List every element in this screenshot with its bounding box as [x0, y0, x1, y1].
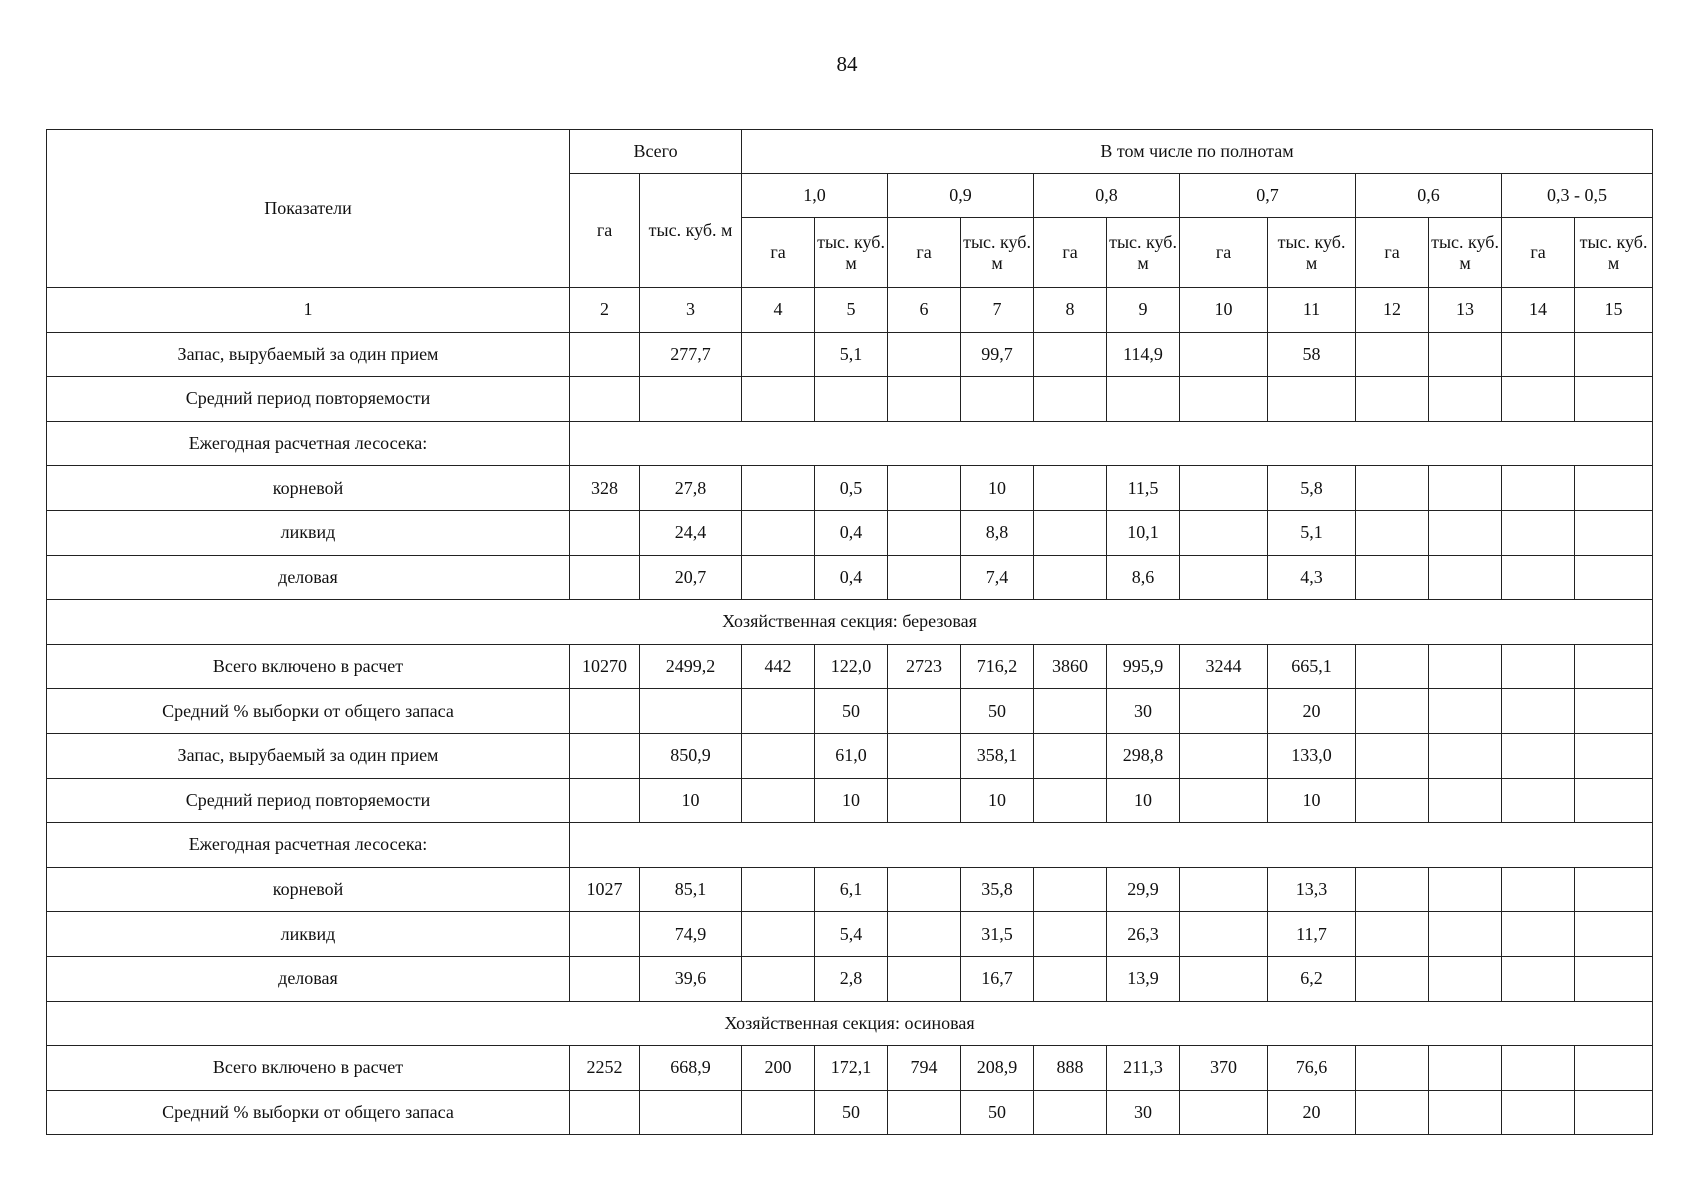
row-label: Средний % выборки от общего запаса: [47, 1090, 570, 1135]
table-row: [47, 867, 1653, 912]
table-cell: 298,8: [1107, 733, 1180, 778]
table-cell: 208,9: [961, 1046, 1034, 1091]
table-cell: [570, 555, 640, 600]
table-cell: 10,1: [1107, 510, 1180, 555]
table-cell: 10: [1268, 778, 1356, 823]
table-row: [47, 1046, 1653, 1091]
table-cell: 5,4: [815, 912, 888, 957]
table-cell: 99,7: [961, 332, 1034, 377]
table-cell: [1180, 867, 1268, 912]
row-label: деловая: [47, 956, 570, 1001]
table-cell: [1502, 689, 1575, 734]
table-cell: 4,3: [1268, 555, 1356, 600]
table-cell: [1429, 1046, 1502, 1091]
table-cell: [1034, 555, 1107, 600]
table-cell: [1356, 1090, 1429, 1135]
table-cell: [1356, 644, 1429, 689]
table-cell: 10: [961, 466, 1034, 511]
table-cell: [1356, 956, 1429, 1001]
header-ha: га: [1180, 218, 1268, 288]
table-cell: [742, 912, 815, 957]
table-cell: 6,1: [815, 867, 888, 912]
table-cell: 10: [961, 778, 1034, 823]
table-cell: 50: [815, 1090, 888, 1135]
table-cell: [1034, 689, 1107, 734]
table-cell: 716,2: [961, 644, 1034, 689]
table-cell: 50: [961, 689, 1034, 734]
table-cell: [888, 867, 961, 912]
table-cell: [1429, 778, 1502, 823]
table-cell: [961, 377, 1034, 422]
column-number: 10: [1180, 288, 1268, 333]
table-cell: [1575, 644, 1653, 689]
table-cell: 1027: [570, 867, 640, 912]
table-cell: [1429, 377, 1502, 422]
table-row: [47, 733, 1653, 778]
header-total-ha: га: [570, 174, 640, 288]
table-cell: [1575, 778, 1653, 823]
table-cell: [1429, 867, 1502, 912]
table-cell: [742, 689, 815, 734]
table-cell: 20: [1268, 1090, 1356, 1135]
column-number: 6: [888, 288, 961, 333]
table-cell: 6,2: [1268, 956, 1356, 1001]
header-ha: га: [742, 218, 815, 288]
table-cell: [1575, 912, 1653, 957]
table-cell: [888, 332, 961, 377]
column-number: 3: [640, 288, 742, 333]
table-cell: [1180, 733, 1268, 778]
table-cell: 30: [1107, 1090, 1180, 1135]
table-cell: [742, 867, 815, 912]
table-cell: [742, 956, 815, 1001]
table-cell: [1180, 1090, 1268, 1135]
table-row: [47, 377, 1653, 422]
table-cell: [1575, 733, 1653, 778]
table-cell: [742, 510, 815, 555]
table-cell: 20,7: [640, 555, 742, 600]
subheader-row: [47, 823, 1653, 868]
table-cell: [1429, 1090, 1502, 1135]
header-volume: тыс. куб. м: [1268, 218, 1356, 288]
table-row: [47, 510, 1653, 555]
table-cell: 5,1: [815, 332, 888, 377]
row-label: деловая: [47, 555, 570, 600]
table-cell: 794: [888, 1046, 961, 1091]
table-cell: [1502, 1046, 1575, 1091]
table-cell: [1429, 332, 1502, 377]
table-cell: [888, 778, 961, 823]
table-cell: 27,8: [640, 466, 742, 511]
table-cell: 358,1: [961, 733, 1034, 778]
table-cell: [1034, 912, 1107, 957]
table-cell: [1429, 555, 1502, 600]
table-row: [47, 956, 1653, 1001]
table-cell: [1575, 510, 1653, 555]
table-cell: 11,5: [1107, 466, 1180, 511]
table-cell: 29,9: [1107, 867, 1180, 912]
header-density-0-3-0-5: 0,3 - 0,5: [1502, 174, 1653, 218]
column-number: 15: [1575, 288, 1653, 333]
merged-empty-cell: [570, 823, 1653, 868]
table-cell: 50: [961, 1090, 1034, 1135]
table-cell: [1502, 1090, 1575, 1135]
table-cell: [1180, 466, 1268, 511]
section-row: [47, 1001, 1653, 1046]
table-cell: [888, 912, 961, 957]
table-cell: [1429, 912, 1502, 957]
subheader-row: [47, 421, 1653, 466]
header-total: Всего: [570, 130, 742, 174]
table-cell: [1429, 466, 1502, 511]
table-cell: [1502, 778, 1575, 823]
table-row: [47, 555, 1653, 600]
header-ha: га: [1034, 218, 1107, 288]
table-cell: [742, 1090, 815, 1135]
table-cell: [570, 956, 640, 1001]
table-cell: 2,8: [815, 956, 888, 1001]
table-cell: [1180, 912, 1268, 957]
table-cell: [1356, 1046, 1429, 1091]
table-cell: [570, 689, 640, 734]
row-label: Средний % выборки от общего запаса: [47, 689, 570, 734]
table-cell: 24,4: [640, 510, 742, 555]
table-row: [47, 466, 1653, 511]
header-density-0-6: 0,6: [1356, 174, 1502, 218]
table-cell: [570, 1090, 640, 1135]
table-cell: 442: [742, 644, 815, 689]
header-indicators: Показатели: [47, 130, 570, 288]
table-cell: [1180, 510, 1268, 555]
table-cell: [1575, 689, 1653, 734]
table-cell: 122,0: [815, 644, 888, 689]
table-cell: 26,3: [1107, 912, 1180, 957]
column-number: 4: [742, 288, 815, 333]
column-number: 5: [815, 288, 888, 333]
table-cell: [1034, 867, 1107, 912]
table-cell: [1429, 689, 1502, 734]
table-cell: 850,9: [640, 733, 742, 778]
table-cell: 8,6: [1107, 555, 1180, 600]
column-number: 8: [1034, 288, 1107, 333]
table-cell: [1502, 377, 1575, 422]
table-cell: [1502, 733, 1575, 778]
table-cell: 2252: [570, 1046, 640, 1091]
table-cell: [1429, 956, 1502, 1001]
table-cell: [1356, 733, 1429, 778]
table-cell: [742, 778, 815, 823]
table-cell: 2499,2: [640, 644, 742, 689]
header-density-0-8: 0,8: [1034, 174, 1180, 218]
header-by-density: В том числе по полнотам: [742, 130, 1653, 174]
table-cell: [1356, 689, 1429, 734]
section-row: [47, 600, 1653, 645]
table-cell: 211,3: [1107, 1046, 1180, 1091]
table-cell: [1180, 778, 1268, 823]
row-label: корневой: [47, 466, 570, 511]
table-cell: 370: [1180, 1046, 1268, 1091]
table-cell: [1180, 555, 1268, 600]
row-label: Всего включено в расчет: [47, 644, 570, 689]
column-number: 9: [1107, 288, 1180, 333]
table-cell: [1034, 466, 1107, 511]
table-cell: 11,7: [1268, 912, 1356, 957]
header-total-volume: тыс. куб. м: [640, 174, 742, 288]
table-cell: [742, 466, 815, 511]
table-cell: [1502, 332, 1575, 377]
table-row: [47, 1090, 1653, 1135]
table-row: [47, 332, 1653, 377]
table-cell: 10: [815, 778, 888, 823]
table-cell: [1356, 912, 1429, 957]
merged-empty-cell: [570, 421, 1653, 466]
table-cell: 2723: [888, 644, 961, 689]
table-cell: 39,6: [640, 956, 742, 1001]
table-cell: [570, 778, 640, 823]
table-cell: [1502, 867, 1575, 912]
table-cell: [888, 510, 961, 555]
table-cell: [1429, 733, 1502, 778]
header-ha: га: [1356, 218, 1429, 288]
table-cell: 61,0: [815, 733, 888, 778]
header-volume: тыс. куб. м: [1575, 218, 1653, 288]
table-cell: [888, 733, 961, 778]
table-cell: [888, 377, 961, 422]
row-label: Средний период повторяемости: [47, 778, 570, 823]
table-cell: [1502, 644, 1575, 689]
table-cell: 20: [1268, 689, 1356, 734]
row-label: Ежегодная расчетная лесосека:: [47, 421, 570, 466]
row-label: корневой: [47, 867, 570, 912]
table-cell: [1180, 377, 1268, 422]
table-cell: 328: [570, 466, 640, 511]
table-cell: 50: [815, 689, 888, 734]
table-cell: [1429, 510, 1502, 555]
table-cell: [1034, 733, 1107, 778]
table-cell: [1502, 466, 1575, 511]
header-ha: га: [888, 218, 961, 288]
table-cell: [1180, 689, 1268, 734]
table-cell: [1356, 778, 1429, 823]
table-cell: [570, 733, 640, 778]
row-label: Запас, вырубаемый за один прием: [47, 733, 570, 778]
table-cell: [742, 733, 815, 778]
table-cell: [570, 377, 640, 422]
table-cell: [1356, 466, 1429, 511]
table-cell: 10: [1107, 778, 1180, 823]
header-volume: тыс. куб. м: [1429, 218, 1502, 288]
table-cell: [1575, 867, 1653, 912]
header-density-0-7: 0,7: [1180, 174, 1356, 218]
forest-indicators-table: [46, 129, 1653, 1135]
table-cell: 5,1: [1268, 510, 1356, 555]
table-cell: 668,9: [640, 1046, 742, 1091]
table-cell: [1034, 377, 1107, 422]
row-label: ликвид: [47, 912, 570, 957]
table-cell: 995,9: [1107, 644, 1180, 689]
table-cell: [1502, 912, 1575, 957]
table-row: [47, 778, 1653, 823]
table-cell: [1356, 510, 1429, 555]
table-cell: [1356, 555, 1429, 600]
header-volume: тыс. куб. м: [961, 218, 1034, 288]
table-cell: [1356, 332, 1429, 377]
table-cell: [1502, 956, 1575, 1001]
table-cell: [815, 377, 888, 422]
row-label: Запас, вырубаемый за один прием: [47, 332, 570, 377]
column-number-row: [47, 288, 1653, 333]
table-cell: 31,5: [961, 912, 1034, 957]
table-cell: 200: [742, 1046, 815, 1091]
header-ha: га: [1502, 218, 1575, 288]
table-cell: [640, 377, 742, 422]
column-number: 14: [1502, 288, 1575, 333]
table-cell: [888, 466, 961, 511]
column-number: 11: [1268, 288, 1356, 333]
table-cell: [1180, 332, 1268, 377]
table-cell: [888, 689, 961, 734]
table-cell: 85,1: [640, 867, 742, 912]
table-cell: [640, 689, 742, 734]
table-cell: 0,4: [815, 510, 888, 555]
table-cell: [1575, 956, 1653, 1001]
table-cell: [1575, 1046, 1653, 1091]
section-title: Хозяйственная секция: осиновая: [47, 1001, 1653, 1046]
table-cell: 13,9: [1107, 956, 1180, 1001]
table-cell: 888: [1034, 1046, 1107, 1091]
table-cell: 5,8: [1268, 466, 1356, 511]
row-label: Средний период повторяемости: [47, 377, 570, 422]
table-cell: [1107, 377, 1180, 422]
header-density-1-0: 1,0: [742, 174, 888, 218]
table-cell: [742, 332, 815, 377]
table-cell: 13,3: [1268, 867, 1356, 912]
table-cell: [1034, 956, 1107, 1001]
column-number: 1: [47, 288, 570, 333]
table-cell: 16,7: [961, 956, 1034, 1001]
table-cell: 10: [640, 778, 742, 823]
table-cell: [570, 912, 640, 957]
table-cell: 3244: [1180, 644, 1268, 689]
table-cell: [640, 1090, 742, 1135]
table-cell: [742, 555, 815, 600]
table-cell: 133,0: [1268, 733, 1356, 778]
column-number: 12: [1356, 288, 1429, 333]
table-cell: 172,1: [815, 1046, 888, 1091]
table-cell: 277,7: [640, 332, 742, 377]
table-cell: 35,8: [961, 867, 1034, 912]
table-cell: [1034, 332, 1107, 377]
table-cell: [1575, 332, 1653, 377]
table-cell: 30: [1107, 689, 1180, 734]
table-row: [47, 912, 1653, 957]
column-number: 7: [961, 288, 1034, 333]
column-number: 2: [570, 288, 640, 333]
row-label: Ежегодная расчетная лесосека:: [47, 823, 570, 868]
section-title: Хозяйственная секция: березовая: [47, 600, 1653, 645]
table-cell: [1502, 510, 1575, 555]
column-number: 13: [1429, 288, 1502, 333]
row-label: ликвид: [47, 510, 570, 555]
table-cell: [1034, 1090, 1107, 1135]
table-cell: [1180, 956, 1268, 1001]
table-cell: 3860: [1034, 644, 1107, 689]
table-cell: 10270: [570, 644, 640, 689]
table-cell: [570, 510, 640, 555]
table-cell: [742, 377, 815, 422]
table-cell: [1575, 377, 1653, 422]
header-volume: тыс. куб. м: [1107, 218, 1180, 288]
table-cell: [888, 555, 961, 600]
header-volume: тыс. куб. м: [815, 218, 888, 288]
table-cell: [1034, 778, 1107, 823]
table-cell: [888, 956, 961, 1001]
table-cell: 58: [1268, 332, 1356, 377]
table-cell: 74,9: [640, 912, 742, 957]
table-cell: 0,4: [815, 555, 888, 600]
table-row: [47, 689, 1653, 734]
table-cell: 8,8: [961, 510, 1034, 555]
table-cell: [1034, 510, 1107, 555]
table-body: [47, 332, 1653, 1135]
table-cell: [1429, 644, 1502, 689]
table-cell: 76,6: [1268, 1046, 1356, 1091]
table-cell: [1575, 1090, 1653, 1135]
table-cell: [570, 332, 640, 377]
row-label: Всего включено в расчет: [47, 1046, 570, 1091]
table-cell: 665,1: [1268, 644, 1356, 689]
table-cell: [1268, 377, 1356, 422]
table-row: [47, 644, 1653, 689]
table-cell: [1502, 555, 1575, 600]
page-number: 84: [836, 52, 858, 76]
table-cell: [1575, 555, 1653, 600]
table-cell: 7,4: [961, 555, 1034, 600]
table-cell: [1575, 466, 1653, 511]
header-density-0-9: 0,9: [888, 174, 1034, 218]
table-cell: [1356, 867, 1429, 912]
table-cell: 0,5: [815, 466, 888, 511]
table-cell: 114,9: [1107, 332, 1180, 377]
table-cell: [888, 1090, 961, 1135]
table-cell: [1356, 377, 1429, 422]
